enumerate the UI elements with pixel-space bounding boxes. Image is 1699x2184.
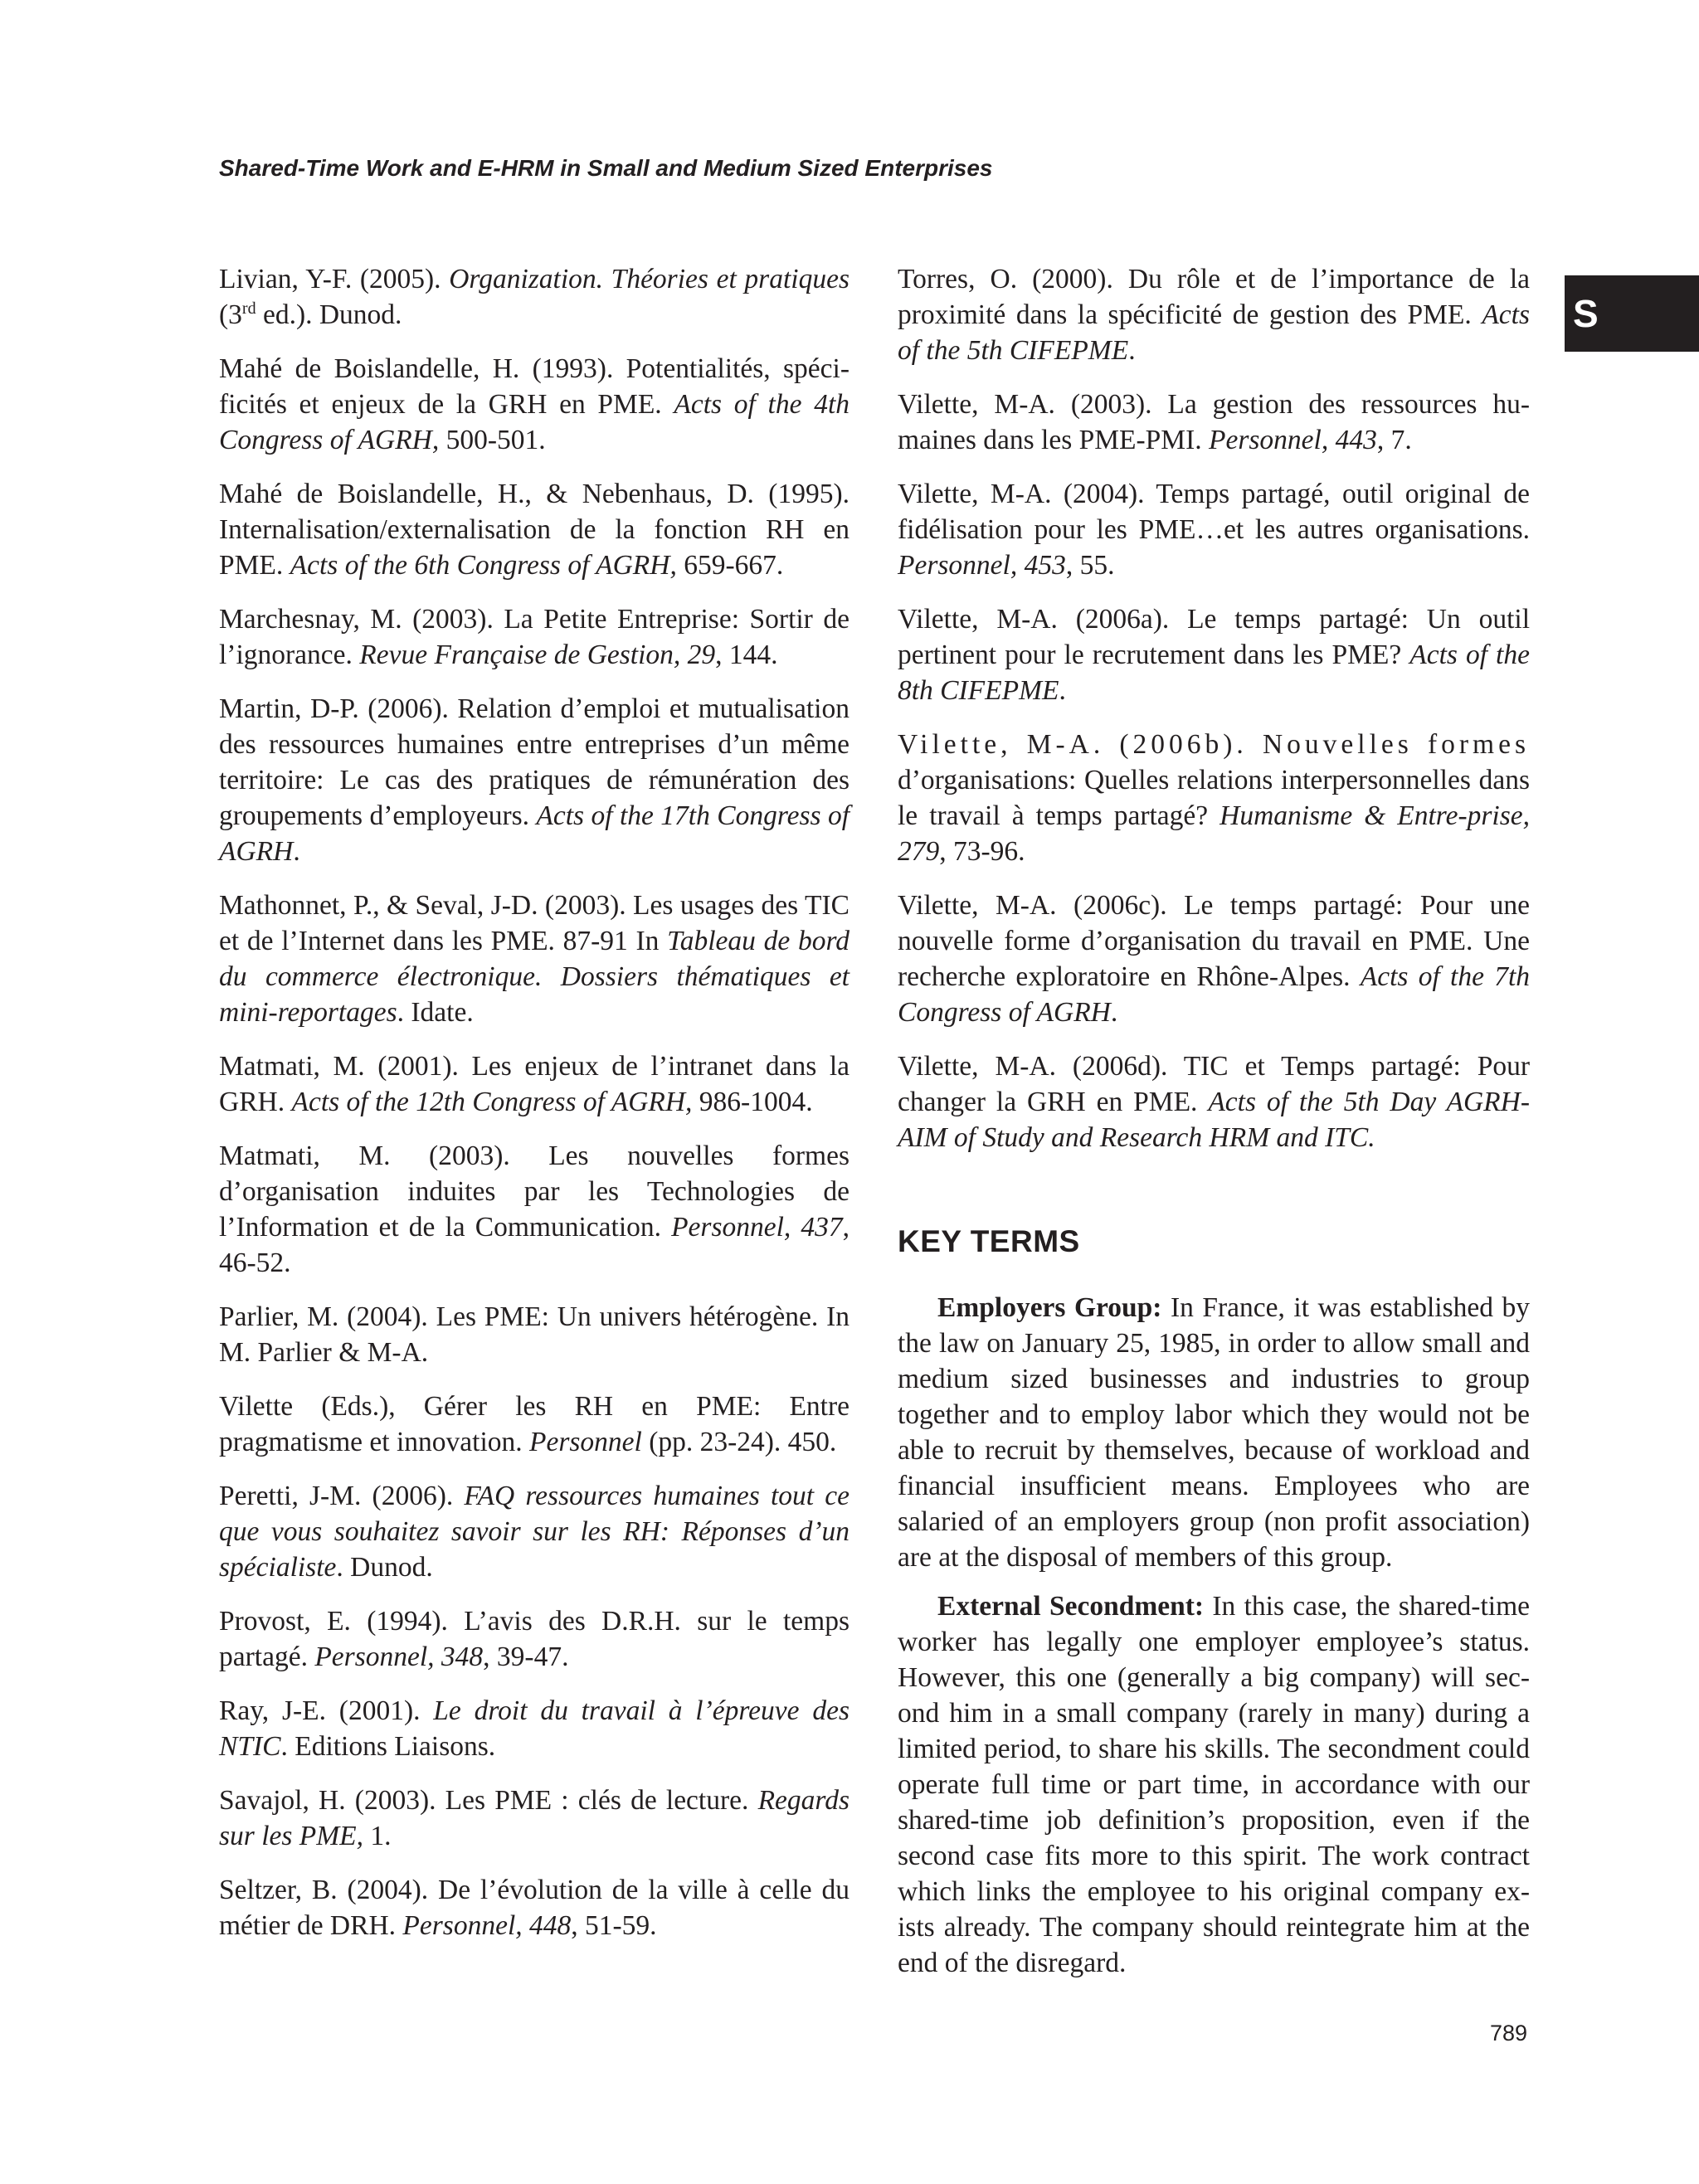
reference-entry [898, 387, 1530, 458]
reference-entry [898, 476, 1530, 583]
reference-text: 659-667. [676, 550, 784, 581]
reference-list-left [219, 261, 850, 1943]
reference-entry [898, 888, 1530, 1030]
reference-italic-text: Acts of the 4th Congress of AGRH, [219, 389, 850, 455]
reference-italic-text: Revue Française de Gestion, 29 [359, 640, 716, 670]
reference-text: Savajol, H. (2003). Les PME : clés de lecture. [219, 1785, 758, 1816]
reference-text: , 144. [715, 640, 778, 670]
reference-entry [219, 1603, 850, 1675]
reference-text: , 7. [1376, 425, 1412, 455]
references-left-column [219, 261, 850, 1962]
reference-entry [219, 1138, 850, 1281]
reference-text: Martin, D-P. (2006). Relation d’emploi et mutualisation des ressources humaines entre entreprises d’un même territoire: Le cas des pratiques de rémunération des groupements d’employeurs. [219, 693, 850, 831]
reference-text: Seltzer, B. (2004). De l’évolution de la ville à celle du métier de DRH. [219, 1875, 850, 1941]
reference-italic-text: Personnel, 348 [314, 1642, 484, 1672]
reference-text: Matmati, M. (2003). Les nouvelles formes d’organisation induites par les Technologies de l’Information et de la Communication. [219, 1141, 850, 1243]
reference-italic-text: Regards sur les PME, [219, 1785, 850, 1851]
reference-entry [219, 888, 850, 1030]
reference-entry [898, 727, 1530, 869]
reference-entry [898, 1048, 1530, 1155]
reference-text: , 51-59. [571, 1910, 657, 1941]
page-number: 789 [1490, 2021, 1528, 2045]
reference-italic-text: Acts of the 5th CIFEPME [898, 299, 1530, 366]
section-tab: S [1565, 275, 1699, 352]
reference-text: Vilette, M-A. (2006b). Nouvelles formes [898, 729, 1530, 760]
reference-text: . [1110, 997, 1118, 1028]
reference-list-right [898, 261, 1530, 1155]
reference-italic-text: Tableau de bord du commerce électronique. Dossiers thématiques et mini-reportages [219, 926, 850, 1028]
reference-entry [219, 1478, 850, 1585]
reference-text: Torres, O. (2000). Du rôle et de l’importance de la proximité dans la spécificité de gestion des PME. [898, 264, 1530, 330]
reference-entry [219, 1299, 850, 1370]
reference-entry [219, 351, 850, 458]
reference-text: . Dunod. [336, 1552, 433, 1583]
key-term-label: Employers Group: [937, 1292, 1162, 1323]
reference-text: Provost, E. (1994). L’avis des D.R.H. sur le temps partagé. [219, 1606, 850, 1672]
reference-text: . [293, 836, 300, 867]
reference-text: 500-501. [439, 425, 546, 455]
reference-italic-text: Acts of the 6th Congress of AGRH, [290, 550, 677, 581]
reference-text: Vilette (Eds.), Gérer les RH en PME: Entre pragmatisme et innovation. [219, 1391, 850, 1457]
key-term-text: In this case, the shared-time worker has legally one employer employee’s status. However, this one (generally a big company) will sec-ond him in a small company (rarely in many) during a limited period, to share his skills. The secondment could operate full time or part time, in accordance with our shared-time job definition’s proposition, even if the second case fits more to this spirit. The work contract which links the employee to his original company ex-ists already. The company should reintegrate him at the end of the disregard. [898, 1591, 1530, 1978]
reference-text: Marchesnay, M. (2003). La Petite Entreprise: Sortir de l’ignorance. [219, 604, 850, 670]
reference-italic-text: Personnel, 453 [898, 550, 1066, 581]
reference-text: Mathonnet, P., & Seval, J-D. (2003). Les usages des TIC et de l’Internet dans les PME. 87-91 In [219, 890, 850, 956]
reference-italic-text: Acts of the 17th Congress of AGRH [219, 800, 850, 867]
reference-italic-text: Humanisme & Entre-prise, 279 [898, 800, 1530, 867]
reference-text: Vilette, M-A. (2006a). Le temps partagé: Un outil pertinent pour le recrutement dans les PME? [898, 604, 1530, 670]
reference-italic-text: Acts of the 12th Congress of AGRH, [291, 1087, 693, 1117]
reference-text: . [1128, 335, 1136, 366]
reference-text: . Idate. [397, 997, 474, 1028]
reference-entry [219, 601, 850, 673]
key-term-definition [898, 1290, 1530, 1575]
reference-italic-text: Personnel, 443 [1209, 425, 1377, 455]
reference-text: ed.). Dunod. [256, 299, 402, 330]
key-term-label: External Secondment: [937, 1591, 1205, 1622]
reference-text: Livian, Y-F. (2005). [219, 264, 450, 294]
superscript: rd [241, 299, 256, 318]
reference-text: Peretti, J-M. (2006). [219, 1481, 465, 1511]
reference-text: Ray, J-E. (2001). [219, 1695, 434, 1726]
reference-text: (pp. 23-24). 450. [641, 1427, 837, 1457]
reference-entry [219, 476, 850, 583]
reference-italic-text: Personnel, 448 [402, 1910, 572, 1941]
reference-italic-text: Le droit du travail à l’épreuve des NTIC [219, 1695, 850, 1762]
reference-text: Mahé de Boislandelle, H. (1993). Potentialités, spéci-ficités et enjeux de la GRH en PME. [219, 353, 850, 420]
reference-text: Mahé de Boislandelle, H., & Nebenhaus, D. (1995). Internalisation/externalisation de la fonction RH en PME. [219, 479, 850, 581]
key-term-definition [898, 1588, 1530, 1981]
reference-italic-text: Organization. Théories et pratiques [449, 264, 850, 294]
key-terms-list [898, 1290, 1530, 1981]
reference-text: Vilette, M-A. (2003). La gestion des ressources hu-maines dans les PME-PMI. [898, 389, 1530, 455]
reference-entry [219, 261, 850, 333]
reference-text: Vilette, M-A. (2004). Temps partagé, outil original de fidélisation pour les PME…et les autres organisations. [898, 479, 1530, 545]
reference-text: d’organisations: Quelles relations interpersonnelles dans le travail à temps partagé? [898, 765, 1530, 831]
reference-text: . Editions Liaisons. [280, 1731, 496, 1762]
reference-entry [219, 1872, 850, 1943]
reference-text: Vilette, M-A. (2006c). Le temps partagé: Pour une nouvelle forme d’organisation du travail en PME. Une recherche exploratoire en Rhône-Alpes. [898, 890, 1530, 992]
reference-italic-text: Acts of the 7th Congress of AGRH [898, 961, 1531, 1028]
reference-italic-text: Personnel, 437 [671, 1212, 843, 1243]
key-terms-heading: KEY TERMS [898, 1224, 1080, 1258]
reference-italic-text: Acts of the 5th Day AGRH-AIM of Study and Research HRM and ITC. [898, 1087, 1530, 1153]
reference-text: 1. [363, 1821, 392, 1851]
reference-italic-text: Personnel [529, 1427, 642, 1457]
reference-entry [219, 691, 850, 869]
reference-text: Parlier, M. (2004). Les PME: Un univers hétérogène. In M. Parlier & M-A. [219, 1301, 850, 1368]
references-right-column [898, 261, 1530, 1994]
running-header: Shared-Time Work and E-HRM in Small and Medium Sized Enterprises [219, 155, 993, 181]
key-term-text: In France, it was established by the law on January 25, 1985, in order to allow small and medium sized businesses and industries to group together and to employ labor which they would not be able to recruit by themselves, because of workload and financial insufficient means. Employees who are salaried of an employers group (non profit association) are at the disposal of members of this group. [898, 1292, 1530, 1573]
reference-text: (3 [219, 299, 242, 330]
reference-entry [219, 1389, 850, 1460]
reference-entry [219, 1048, 850, 1120]
reference-text: Vilette, M-A. (2006d). TIC et Temps partagé: Pour changer la GRH en PME. [898, 1051, 1530, 1117]
reference-text: 986-1004. [692, 1087, 813, 1117]
reference-text: , 73-96. [939, 836, 1025, 867]
reference-italic-text: FAQ ressources humaines tout ce que vous souhaitez savoir sur les RH: Réponses d’un spécialiste [219, 1481, 850, 1583]
reference-text: . [1059, 675, 1066, 706]
reference-text: , 39-47. [483, 1642, 569, 1672]
reference-entry [898, 261, 1530, 368]
reference-entry [219, 1783, 850, 1854]
reference-text: Matmati, M. (2001). Les enjeux de l’intranet dans la GRH. [219, 1051, 850, 1117]
reference-text: , 55. [1065, 550, 1115, 581]
reference-italic-text: Acts of the 8th CIFEPME [898, 640, 1530, 706]
reference-entry [898, 601, 1530, 708]
reference-entry [219, 1693, 850, 1764]
reference-text: , 46-52. [219, 1212, 850, 1278]
